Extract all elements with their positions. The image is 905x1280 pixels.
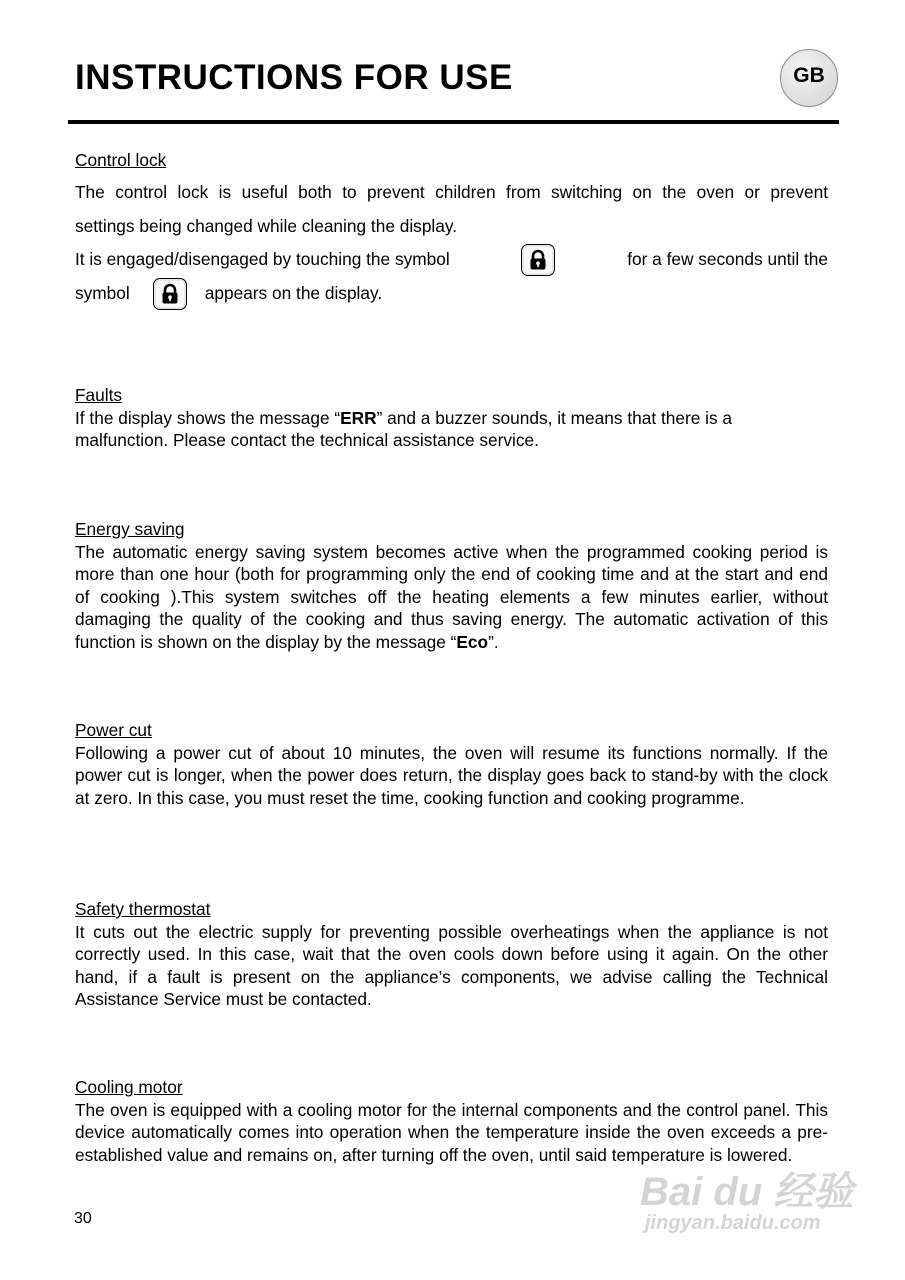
lock-icon	[153, 278, 187, 310]
eco-message: Eco	[456, 631, 489, 652]
control-lock-line-1: The control lock is useful both to prevent children from switching on the oven or prevent	[75, 182, 828, 202]
section-power-cut	[75, 719, 828, 809]
control-lock-text: for a few seconds until the	[627, 249, 828, 269]
language-badge: GB	[780, 49, 838, 107]
watermark	[640, 1160, 854, 1234]
section-cooling-motor	[75, 1076, 828, 1166]
section-heading: Power cut	[75, 720, 152, 740]
section-faults	[75, 384, 828, 452]
control-lock-text: appears on the display.	[204, 283, 383, 303]
section-heading: Safety thermostat	[75, 899, 211, 919]
section-energy-saving	[75, 518, 828, 653]
control-lock-text: It is engaged/disengaged by touching the symbol	[75, 249, 450, 269]
page-title: INSTRUCTIONS FOR USE	[75, 58, 513, 97]
control-lock-line-2: settings being changed while cleaning the display.	[75, 216, 458, 236]
section-body: It cuts out the electric supply for preventing possible overheatings when the appliance is not correctly used. In this case, wait that the oven cools down before using it again. On the other hand, if a fault is present on the appliance’s components, we advise calling the Technical Assistance Service must be contacted.	[75, 921, 828, 1009]
control-lock-line-4	[75, 277, 382, 311]
section-body: If the display shows the message “ERR” and a buzzer sounds, it means that there is a malfunction. Please contact the technical assistance service.	[75, 407, 733, 450]
header-rule	[68, 120, 839, 124]
section-body: Following a power cut of about 10 minutes, the oven will resume its functions normally. If the power cut is longer, when the power does return, the display goes back to stand-by with the clock at zero. In this case, you must reset the time, cooking function and cooking programme.	[75, 742, 828, 808]
section-control-lock	[75, 149, 828, 171]
section-heading: Control lock	[75, 150, 167, 170]
control-lock-text: symbol	[75, 283, 130, 303]
lock-icon	[521, 244, 555, 276]
watermark-brand: Bai du 经验	[640, 1170, 854, 1214]
section-heading: Cooling motor	[75, 1077, 183, 1097]
section-heading: Faults	[75, 385, 123, 405]
section-body: The automatic energy saving system becomes active when the programmed cooking period is more than one hour (both for programming only the end of cooking time and at the start and end of cooking ).This system switches off the heating elements a few minutes earlier, without damaging the quality of the cooking and thus saving energy. The automatic activation of this function is shown on the display by the message “Eco”.	[75, 541, 828, 652]
page-number: 30	[74, 1210, 92, 1227]
err-message: ERR	[340, 407, 377, 428]
watermark-url: jingyan.baidu.com	[645, 1212, 821, 1234]
section-body: The oven is equipped with a cooling motor for the internal components and the control panel. This device automatically comes into operation when the temperature inside the oven exceeds a pre-established value and remains on, after turning off the oven, until said temperature is lowered.	[75, 1099, 828, 1165]
control-lock-line-3	[75, 243, 828, 277]
section-heading: Energy saving	[75, 519, 185, 539]
section-safety-thermostat	[75, 898, 828, 1011]
